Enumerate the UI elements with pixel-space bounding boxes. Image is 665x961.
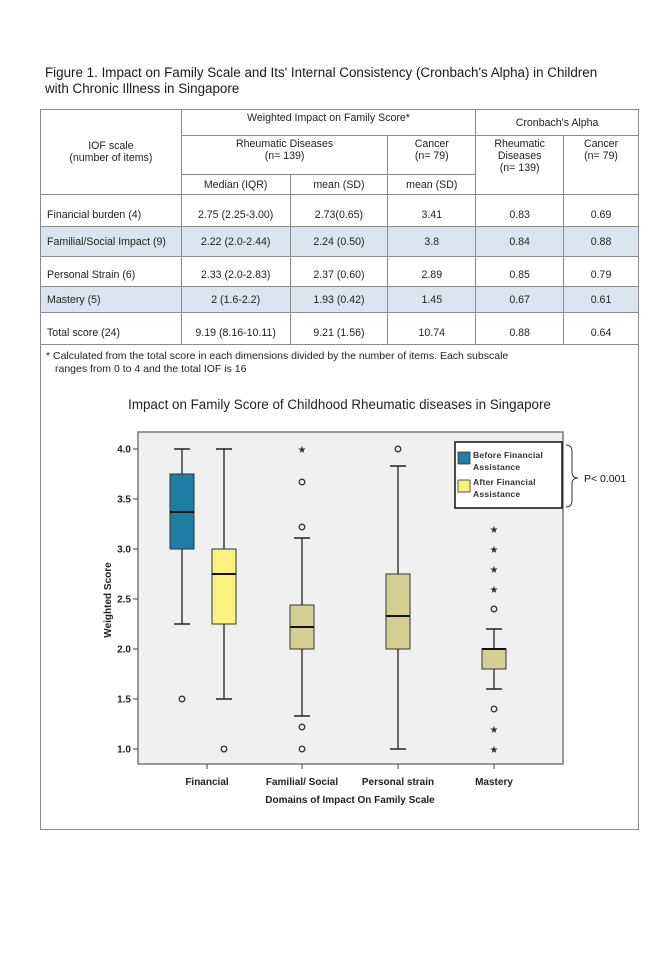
legend-swatch-after bbox=[458, 480, 470, 492]
cell-median-iqr: 2.22 (2.0-2.44) bbox=[181, 227, 290, 257]
cell-cancer-mean: 2.89 bbox=[388, 257, 476, 287]
figure-title-line1: Figure 1. Impact on Family Scale and Its' Internal Consistency (Cronbach's Alpha) in Children bbox=[45, 65, 598, 80]
y-axis bbox=[117, 445, 138, 756]
y-tick-label: 3.5 bbox=[117, 494, 131, 506]
header-iof-scale: IOF scale (number of items) bbox=[41, 110, 182, 195]
cell-alpha-cancer: 0.88 bbox=[564, 227, 639, 257]
cell-alpha-cancer: 0.61 bbox=[564, 287, 639, 313]
header-rheum: Rheumatic Diseases (n= 139) bbox=[181, 136, 388, 175]
footnote-line2: ranges from 0 to 4 and the total IOF is 16 bbox=[55, 363, 247, 375]
header-median-iqr: Median (IQR) bbox=[181, 175, 290, 195]
cell-cancer-mean: 1.45 bbox=[388, 287, 476, 313]
legend-after-line1: After Financial bbox=[473, 477, 536, 487]
x-axis bbox=[185, 764, 513, 788]
header-mean-sd-rheum: mean (SD) bbox=[290, 175, 388, 195]
cell-mean-sd: 2.37 (0.60) bbox=[290, 257, 388, 287]
extreme-star-icon: ★ bbox=[489, 525, 499, 536]
cell-cancer-mean: 3.41 bbox=[388, 195, 476, 227]
cell-scale: Familial/Social Impact (9) bbox=[41, 227, 182, 257]
cell-scale: Financial burden (4) bbox=[41, 195, 182, 227]
cell-median-iqr: 2.75 (2.25-3.00) bbox=[181, 195, 290, 227]
y-tick-label: 2.5 bbox=[117, 594, 131, 606]
extreme-star-icon: ★ bbox=[489, 725, 499, 736]
legend bbox=[455, 442, 562, 508]
extreme-star-icon: ★ bbox=[489, 545, 499, 556]
extreme-star-icon: ★ bbox=[489, 585, 499, 596]
header-alpha-rheum: Rheumatic Diseases (n= 139) bbox=[476, 136, 564, 195]
extreme-star-icon: ★ bbox=[489, 745, 499, 756]
cell-mean-sd: 2.73(0.65) bbox=[290, 195, 388, 227]
cell-median-iqr: 2.33 (2.0-2.83) bbox=[181, 257, 290, 287]
cell-median-iqr: 2 (1.6-2.2) bbox=[181, 287, 290, 313]
box-body bbox=[482, 649, 506, 669]
y-tick-label: 2.0 bbox=[117, 644, 131, 656]
footnote-line1: * Calculated from the total score in each dimensions divided by the number of items. Each subscale bbox=[46, 350, 509, 362]
header-cronbach-group: Cronbach's Alpha bbox=[476, 110, 639, 136]
cell-alpha-rheum: 0.88 bbox=[476, 313, 564, 345]
box-body bbox=[386, 574, 410, 649]
y-tick-label: 1.5 bbox=[117, 694, 131, 706]
header-weighted-group: Weighted Impact on Family Score* bbox=[181, 110, 475, 136]
x-tick-label: Mastery bbox=[475, 777, 513, 788]
cell-alpha-rheum: 0.83 bbox=[476, 195, 564, 227]
cell-median-iqr: 9.19 (8.16-10.11) bbox=[181, 313, 290, 345]
cell-alpha-rheum: 0.85 bbox=[476, 257, 564, 287]
chart-title: Impact on Family Score of Childhood Rheumatic diseases in Singapore bbox=[128, 397, 551, 412]
legend-before-line1: Before Financial bbox=[473, 450, 544, 460]
cell-scale: Personal Strain (6) bbox=[41, 257, 182, 287]
box-body bbox=[212, 549, 236, 624]
cell-alpha-rheum: 0.84 bbox=[476, 227, 564, 257]
y-axis-label: Weighted Score bbox=[103, 562, 114, 638]
extreme-star-icon: ★ bbox=[489, 565, 499, 576]
x-tick-label: Familial/ Social bbox=[265, 777, 339, 788]
cell-cancer-mean: 3.8 bbox=[388, 227, 476, 257]
x-tick-label: Financial bbox=[185, 777, 229, 788]
extreme-star-icon: ★ bbox=[297, 445, 307, 456]
cell-mean-sd: 1.93 (0.42) bbox=[290, 287, 388, 313]
x-axis-label: Domains of Impact On Family Scale bbox=[265, 795, 435, 806]
cell-alpha-rheum: 0.67 bbox=[476, 287, 564, 313]
y-tick-label: 3.0 bbox=[117, 544, 131, 556]
cell-cancer-mean: 10.74 bbox=[388, 313, 476, 345]
cell-scale: Mastery (5) bbox=[41, 287, 182, 313]
legend-before-line2: Assistance bbox=[473, 462, 521, 472]
header-cancer: Cancer (n= 79) bbox=[388, 136, 476, 175]
brace-icon bbox=[566, 445, 578, 507]
y-tick-label: 1.0 bbox=[117, 744, 131, 756]
header-alpha-cancer: Cancer (n= 79) bbox=[564, 136, 639, 195]
x-tick-label: Personal strain bbox=[361, 777, 435, 788]
cell-alpha-cancer: 0.69 bbox=[564, 195, 639, 227]
y-tick-label: 4.0 bbox=[117, 444, 131, 456]
cell-mean-sd: 2.24 (0.50) bbox=[290, 227, 388, 257]
legend-swatch-before bbox=[458, 452, 470, 464]
cell-scale: Total score (24) bbox=[41, 313, 182, 345]
figure-title-line2: with Chronic Illness in Singapore bbox=[45, 81, 240, 96]
p-value-annotation: P< 0.001 bbox=[584, 473, 627, 485]
header-mean-sd-cancer: mean (SD) bbox=[388, 175, 476, 195]
cell-mean-sd: 9.21 (1.56) bbox=[290, 313, 388, 345]
cell-alpha-cancer: 0.79 bbox=[564, 257, 639, 287]
legend-after-line2: Assistance bbox=[473, 489, 521, 499]
cell-alpha-cancer: 0.64 bbox=[564, 313, 639, 345]
